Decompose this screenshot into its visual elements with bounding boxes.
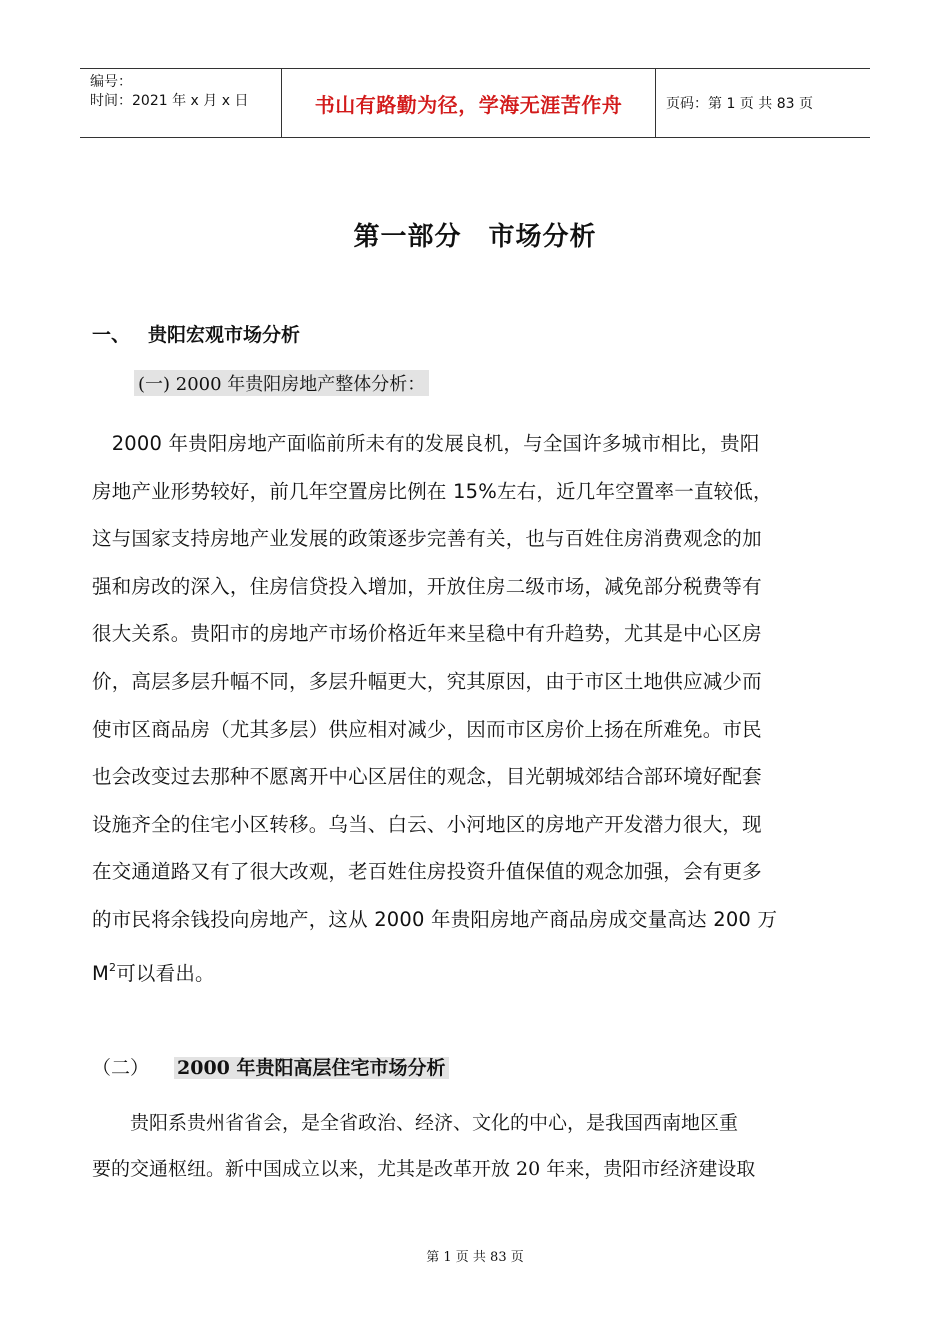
subsection-title: 2000 年贵阳高层住宅市场分析 bbox=[174, 1057, 449, 1079]
paragraph-last-line bbox=[92, 944, 860, 992]
header-meta bbox=[80, 69, 282, 137]
subsection-heading-2 bbox=[92, 1053, 449, 1080]
section-title: 贵阳宏观市场分析 bbox=[148, 324, 301, 346]
unit-superscript: 2 bbox=[109, 960, 117, 974]
paragraph-line: 的市民将余钱投向房地产，这从 2000 年贵阳房地产商品房成交量高达 200 万 bbox=[92, 907, 778, 931]
paragraph-line: 要的交通枢纽。新中国成立以来，尤其是改革开放 20 年来，贵阳市经济建设取 bbox=[92, 1158, 756, 1180]
subsection-heading-1: (一) 2000 年贵阳房地产整体分析： bbox=[134, 370, 429, 396]
paragraph-line: 房地产业形势较好，前几年空置房比例在 15%左右，近几年空置率一直较低， bbox=[92, 479, 773, 503]
last-line-text: 可以看出。 bbox=[116, 961, 215, 985]
paragraph-line: 很大关系。贵阳市的房地产市场价格近年来呈稳中有升趋势，尤其是中心区房 bbox=[92, 622, 762, 646]
subsection-number: （二） bbox=[92, 1057, 150, 1079]
page-title: 第一部分 市场分析 bbox=[353, 222, 597, 252]
paragraph-line: 2000 年贵阳房地产面临前所未有的发展良机，与全国许多城市相比，贵阳 bbox=[92, 432, 760, 455]
paragraph-line: 使市区商品房（尤其多层）供应相对减少，因而市区房价上扬在所难免。市民 bbox=[92, 717, 762, 741]
paragraph-1 bbox=[92, 420, 860, 991]
paragraph-line: 在交通道路又有了很大改观，老百姓住房投资升值保值的观念加强，会有更多 bbox=[92, 860, 762, 884]
paragraph-line: 强和房改的深入，住房信贷投入增加，开放住房二级市场，减免部分税费等有 bbox=[92, 574, 762, 598]
page-footer: 第 1 页 共 83 页 bbox=[426, 1250, 524, 1265]
section-number: 一、 bbox=[92, 324, 131, 346]
header-page-info: 页码：第 1 页 共 83 页 bbox=[666, 96, 813, 112]
paragraph-line: 价，高层多层升幅不同，多层升幅更大，究其原因，由于市区土地供应减少而 bbox=[92, 669, 762, 693]
paragraph-line: 这与国家支持房地产业发展的政策逐步完善有关，也与百姓住房消费观念的加 bbox=[92, 527, 762, 551]
date-label: 时间：2021 年 x 月 x 日 bbox=[90, 93, 249, 109]
unit-m: M bbox=[92, 961, 110, 985]
paragraph-line: 贵阳系贵州省省会，是全省政治、经济、文化的中心，是我国西南地区重 bbox=[92, 1112, 739, 1134]
paragraph-line: 也会改变过去那种不愿离开中心区居住的观念，目光朝城郊结合部环境好配套 bbox=[92, 765, 762, 789]
paragraph-2 bbox=[92, 1100, 860, 1192]
header-table bbox=[80, 68, 870, 138]
paragraph-line: 设施齐全的住宅小区转移。乌当、白云、小河地区的房地产开发潜力很大，现 bbox=[92, 812, 762, 836]
header-motto: 书山有路勤为径，学海无涯苦作舟 bbox=[282, 69, 656, 137]
code-label: 编号： bbox=[90, 74, 132, 90]
section-heading bbox=[92, 320, 300, 347]
